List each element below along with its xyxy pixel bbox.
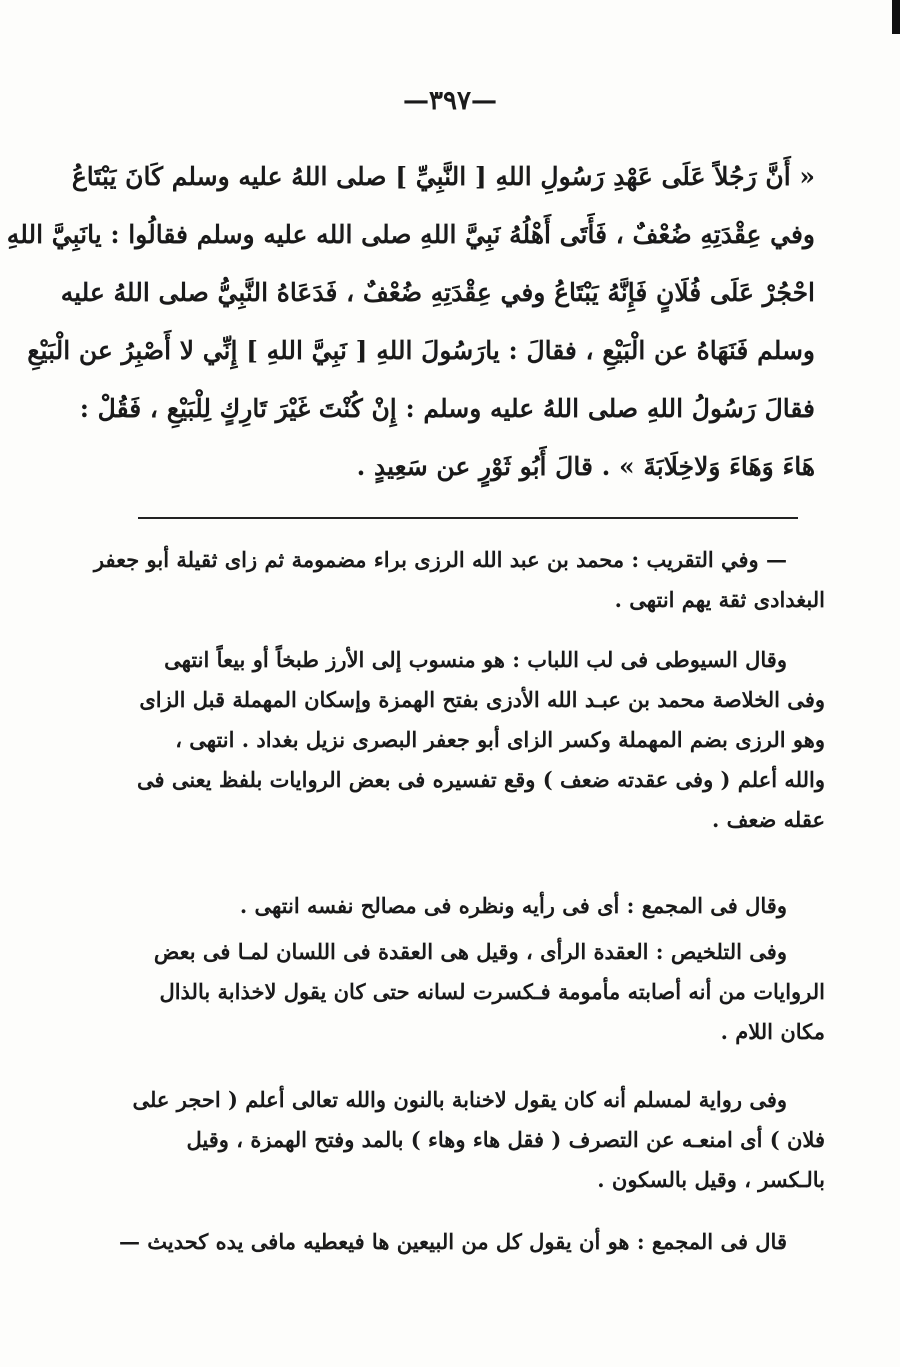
footnote-line: وهو الرزى بضم المهملة وكسر الزاى أبو جعفر البصرى نزيل بغداد . انتهى ،: [175, 727, 825, 752]
footnote-line: قال فى المجمع : هو أن يقول كل من البيعين ها فيعطيه مافى يده كحديث —: [118, 1229, 787, 1254]
footnote-line: بالـكسر ، وقيل بالسكون .: [597, 1167, 825, 1192]
footnote-line: وقال السيوطى فى لب اللباب : هو منسوب إلى الأرز طبخاً أو بيعاً انتهى: [164, 647, 787, 672]
footnote-paragraph: [130, 886, 825, 926]
footnote-paragraph: [130, 1080, 825, 1200]
footnote-paragraph: [130, 640, 825, 840]
page-edge-mark: [892, 0, 900, 34]
footnote-line: وقال فى المجمع : أى فى رأيه ونظره فى مصالح نفسه انتهى .: [239, 893, 787, 918]
footnote-line: الروايات من أنه أصابته مأمومة فـكسرت لسانه حتى كان يقول لاخذابة بالذال: [159, 979, 825, 1004]
footnote-line: مكان اللام .: [720, 1019, 825, 1044]
hadith-line: وسلم فَنَهَاهُ عن الْبَيْعِ ، فقالَ : يارَسُولَ اللهِ [ نَبِيَّ اللهِ ] إِنِّي لا أَصْبِرُ عن الْبَيْعِ: [27, 336, 815, 365]
footnote-line: عقله ضعف .: [712, 807, 825, 832]
footnote-line: البغدادى ثقة يهم انتهى .: [614, 587, 825, 612]
footnote-paragraph: [118, 1222, 825, 1262]
page-number: —٣٩٧—: [403, 86, 497, 116]
footnote-line: والله أعلم ( وفى عقدته ضعف ) وقع تفسيره فى بعض الروايات بلفظ يعنى فى: [136, 767, 825, 792]
footnote-line: وفى رواية لمسلم أنه كان يقول لاخنابة بالنون والله تعالى أعلم ( احجر على: [132, 1087, 787, 1112]
footnote-paragraph: [130, 932, 825, 1052]
footnote-paragraph: [93, 540, 825, 620]
footnote-line: فلان ) أى امنعـه عن التصرف ( فقل هاء وهاء ) بالمد وفتح الهمزة ، وقيل: [186, 1127, 825, 1152]
hadith-line: وفي عِقْدَتِهِ ضُعْفٌ ، فَأَتَى أَهْلُهُ نَبِيَّ اللهِ صلى الله عليه وسلم فقالُوا : يانَبِيَّ اللهِ: [6, 220, 815, 249]
hadith-line: هَاءَ وَهَاءَ وَلاخِلَابَةَ » . قالَ أَبُو ثَوْرٍ عن سَعِيدٍ .: [356, 452, 815, 481]
hadith-line: فقالَ رَسُولُ اللهِ صلى اللهُ عليه وسلم : إِنْ كُنْتَ غَيْرَ تَارِكٍ لِلْبَيْعِ ، فَقُلْ :: [79, 394, 815, 423]
footnote-line: — وفي التقريب : محمد بن عبد الله الرزى براء مضمومة ثم زاى ثقيلة أبو جعفر: [93, 547, 787, 572]
hadith-text: [6, 148, 815, 496]
hadith-line: « أَنَّ رَجُلاً عَلَى عَهْدِ رَسُولِ اللهِ [ النَّبِيِّ ] صلى اللهُ عليه وسلم كَانَ يَبْتَاعُ: [71, 162, 815, 191]
footnote-separator: [138, 517, 798, 519]
footnote-line: وفى الخلاصة محمد بن عبـد الله الأدزى بفتح الهمزة وإسكان المهملة قبل الزاى: [139, 687, 825, 712]
hadith-line: احْجُرْ عَلَى فُلَانٍ فَإِنَّهُ يَبْتَاعُ وفي عِقْدَتِهِ ضُعْفٌ ، فَدَعَاهُ النَّبِيُّ صلى اللهُ عليه: [60, 278, 815, 307]
footnote-line: وفى التلخيص : العقدة الرأى ، وقيل هى العقدة فى اللسان لمـا فى بعض: [153, 939, 787, 964]
